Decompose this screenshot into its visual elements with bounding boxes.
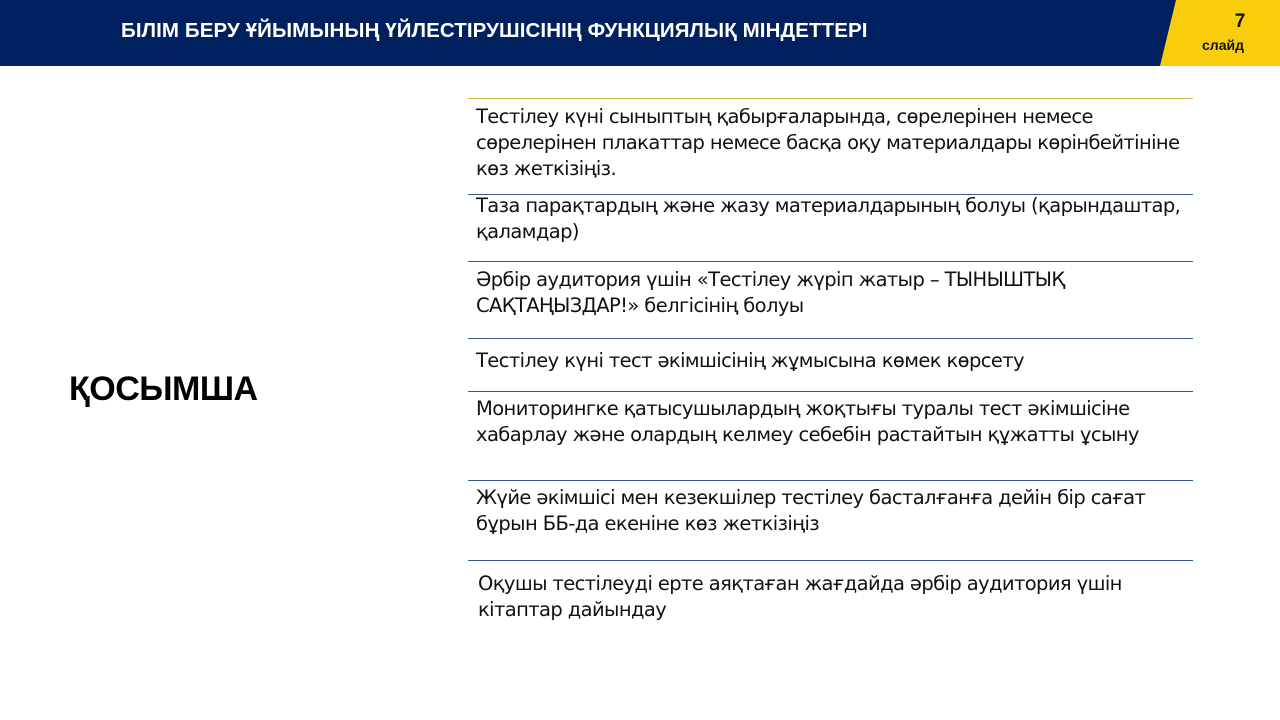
table-cell: Тестілеу күні тест әкімшісінің жұмысына көмек көрсету <box>476 349 1025 372</box>
slide-word: слайд <box>1202 37 1244 53</box>
table-row <box>468 560 1193 640</box>
table-cell: Мониторингке қатысушылардың жоқтығы туралы тест әкімшісіне хабарлау және олардың келмеу себебін растайтын құжатты ұсыну <box>476 397 1139 446</box>
table-row <box>468 391 1193 480</box>
table-cell: Таза парақтардың және жазу материалдарының болуы (қарындаштар, қаламдар) <box>476 194 1181 243</box>
table-row <box>468 194 1193 261</box>
table-row <box>468 261 1193 338</box>
slide-number: 7 <box>1234 11 1246 32</box>
table-cell: Әрбір аудитория үшін «Тестілеу жүріп жатыр – ТЫНЫШТЫҚ САҚТАҢЫЗДАР!» белгісінің болуы <box>476 268 1065 317</box>
table-cell: Оқушы тестілеуді ерте аяқтаған жағдайда әрбір аудитория үшін кітаптар дайындау <box>478 572 1122 621</box>
table-cell: Тестілеу күні сыныптың қабырғаларында, сөрелерінен немесе сөрелерінен плакаттар немесе басқа оқу материалдары көрінбейтініне көз жеткізіңіз. <box>476 105 1180 180</box>
table-row <box>468 480 1193 560</box>
header-bar <box>0 0 1280 66</box>
slide-number-badge <box>1160 0 1280 66</box>
table-row <box>468 98 1193 194</box>
appendix-label: ҚОСЫМША <box>69 370 258 408</box>
slide-title: БІЛІМ БЕРУ ҰЙЫМЫНЫҢ ҮЙЛЕСТІРУШІСІНІҢ ФУНКЦИЯЛЫҚ МІНДЕТТЕРІ <box>121 19 868 42</box>
table-row <box>468 338 1193 391</box>
table-cell: Жүйе әкімшісі мен кезекшілер тестілеу басталғанға дейін бір сағат бұрын ББ-да екеніне көз жеткізіңіз <box>476 486 1146 535</box>
